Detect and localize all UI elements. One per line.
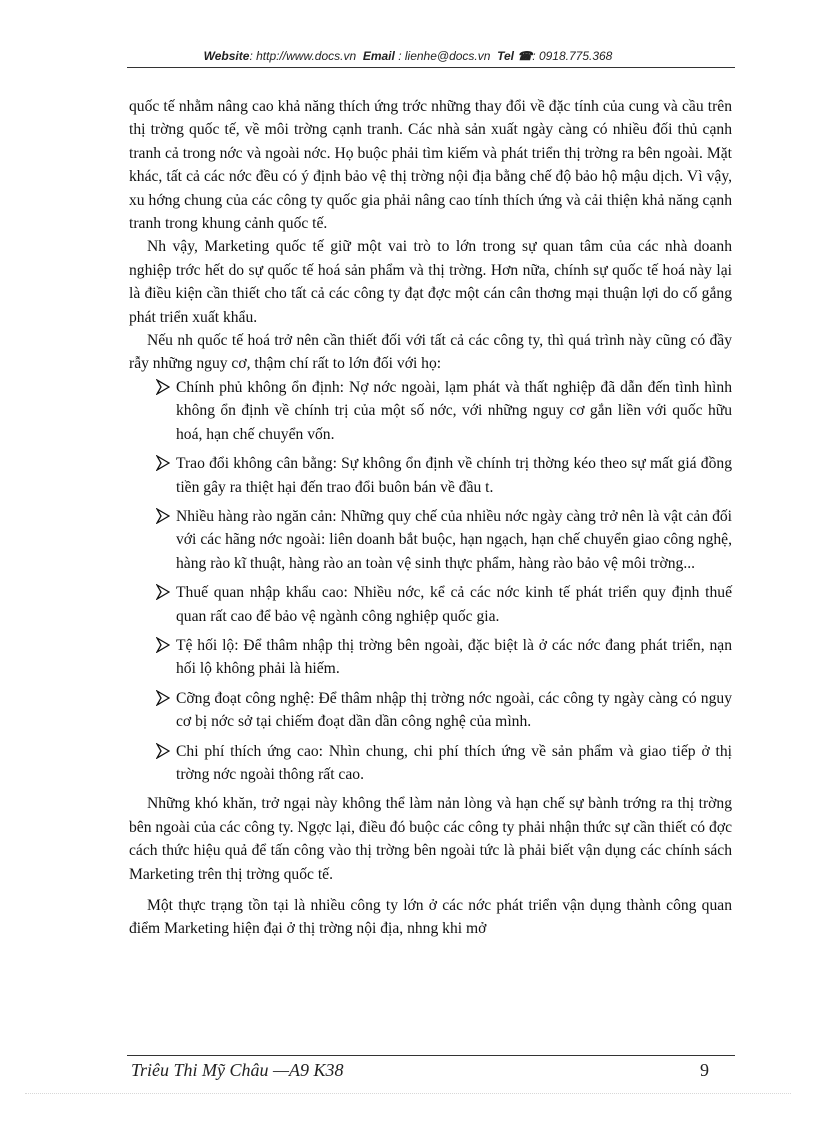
email-value: : lienhe@docs.vn bbox=[398, 49, 491, 63]
footer-author: Triêu Thi Mỹ Châu —A9 K38 bbox=[131, 1060, 344, 1080]
list-item bbox=[129, 687, 732, 734]
list-item-text: Cỡng đoạt công nghệ: Để thâm nhập thị trờng nớc ngoài, các công ty ngày càng có nguy cơ bị nớc sở tại chiếm đoạt dần dần công nghệ của mình. bbox=[176, 689, 732, 731]
tel-label: Tel ☎ bbox=[497, 49, 533, 63]
email-label: Email bbox=[362, 49, 395, 63]
page-number: 9 bbox=[700, 1060, 709, 1080]
footer-divider bbox=[127, 1055, 735, 1056]
arrowhead-bullet-icon bbox=[156, 690, 170, 706]
arrowhead-bullet-icon bbox=[156, 455, 170, 471]
arrowhead-bullet-icon bbox=[156, 743, 170, 759]
website-value: : http://www.docs.vn bbox=[249, 49, 357, 63]
list-item-text: Chi phí thích ứng cao: Nhìn chung, chi phí thích ứng về sản phẩm và giao tiếp ở thị trờng nớc ngoài thông rất cao. bbox=[176, 742, 732, 783]
list-item bbox=[129, 581, 732, 628]
risk-list bbox=[129, 376, 732, 787]
list-item-text: Tệ hối lộ: Để thâm nhập thị trờng bên ngoài, đặc biệt là ở các nớc đang phát triển, nạn hối lộ không phải là hiếm. bbox=[176, 636, 732, 678]
arrowhead-bullet-icon bbox=[156, 637, 170, 653]
arrowhead-bullet-icon bbox=[156, 584, 170, 600]
paragraph-5: Một thực trạng tồn tại là nhiều công ty lớn ở các nớc phát triển vận dụng thành công quan điểm Marketing hiện đại ở thị trờng nội địa, nhng khi mở bbox=[129, 897, 732, 938]
list-item bbox=[129, 634, 732, 681]
paragraph-2: Nh vậy, Marketing quốc tế giữ một vai trò to lớn trong sự quan tâm của các nhà doanh nghiệp trớc hết do sự quốc tế hoá sản phẩm và thị trờng. Hơn nữa, chính sự quốc tế hoá này lại là điều kiện cần thiết cho tất cả các công ty đạt đợc một cán cân thơng mại thuận lợi do cố gắng phát triển xuất khẩu. bbox=[129, 238, 732, 326]
arrowhead-bullet-icon bbox=[156, 508, 170, 524]
page-header bbox=[0, 49, 816, 63]
list-item bbox=[129, 740, 732, 787]
list-item-text: Nhiều hàng rào ngăn cản: Những quy chế của nhiều nớc ngày càng trở nên là vật cản đối với các hãng nớc ngoài: liên doanh bắt buộc, hạn ngạch, hạn chế chuyển giao công nghệ, hàng rào kĩ thuật, hàng rào an toàn vệ sinh thực phẩm, hàng rào bảo vệ môi trờng... bbox=[176, 507, 732, 572]
list-item bbox=[129, 505, 732, 575]
page-body bbox=[129, 95, 732, 941]
paragraph-1: quốc tế nhằm nâng cao khả năng thích ứng trớc những thay đổi về đặc tính của cung và cầu trên thị trờng quốc tế, về môi trờng cạnh tranh. Các nhà sản xuất ngày càng có nhiều đối thủ cạnh tranh cả trong nớc và ngoài nớc. Họ buộc phải tìm kiếm và phát triển thị trờng ra bên ngoài. Mặt khác, tất cả các nớc đều có ý định bảo vệ thị trờng nội địa bằng chế độ bảo hộ mậu dịch. Vì vậy, xu hớng chung của các công ty quốc gia phải nâng cao tính thích ứng và cải thiện khả năng cạnh tranh trong khung cảnh quốc tế. bbox=[129, 98, 732, 233]
page-edge-dotted-line bbox=[25, 1093, 791, 1094]
list-item bbox=[129, 452, 732, 499]
paragraph-3: Nếu nh quốc tế hoá trở nên cần thiết đối với tất cả các công ty, thì quá trình này cũng có đầy rẫy những nguy cơ, thậm chí rất to lớn đối với họ: bbox=[129, 332, 732, 373]
header-divider bbox=[127, 67, 735, 68]
website-label: Website bbox=[203, 49, 250, 63]
list-item-text: Trao đổi không cân bằng: Sự không ổn định về chính trị thờng kéo theo sự mất giá đồng tiền gây ra thiệt hại đến trao đổi buôn bán về đầu t. bbox=[176, 455, 732, 496]
arrowhead-bullet-icon bbox=[156, 379, 170, 395]
list-item-text: Chính phủ không ổn định: Nợ nớc ngoài, lạm phát và thất nghiệp đã dẫn đến tình hình không ổn định về chính trị của một số nớc, với những nguy cơ gắn liền với quốc hữu hoá, hạn chế chuyển vốn. bbox=[176, 378, 732, 443]
paragraph-4: Những khó khăn, trở ngại này không thể làm nản lòng và hạn chế sự bành trớng ra thị trờng bên ngoài của các công ty. Ngợc lại, điều đó buộc các công ty phải nhận thức sự cần thiết có đợc cách thức hiệu quả để tấn công vào thị trờng bên ngoài tức là phải biết vận dụng các chính sách Marketing trên thị trờng quốc tế. bbox=[129, 795, 732, 883]
list-item-text: Thuế quan nhập khẩu cao: Nhiều nớc, kể cả các nớc kinh tế phát triển quy định thuế quan rất cao để bảo vệ ngành công nghiệp quốc gia. bbox=[176, 584, 732, 625]
list-item bbox=[129, 376, 732, 446]
tel-value: : 0918.775.368 bbox=[532, 49, 613, 63]
